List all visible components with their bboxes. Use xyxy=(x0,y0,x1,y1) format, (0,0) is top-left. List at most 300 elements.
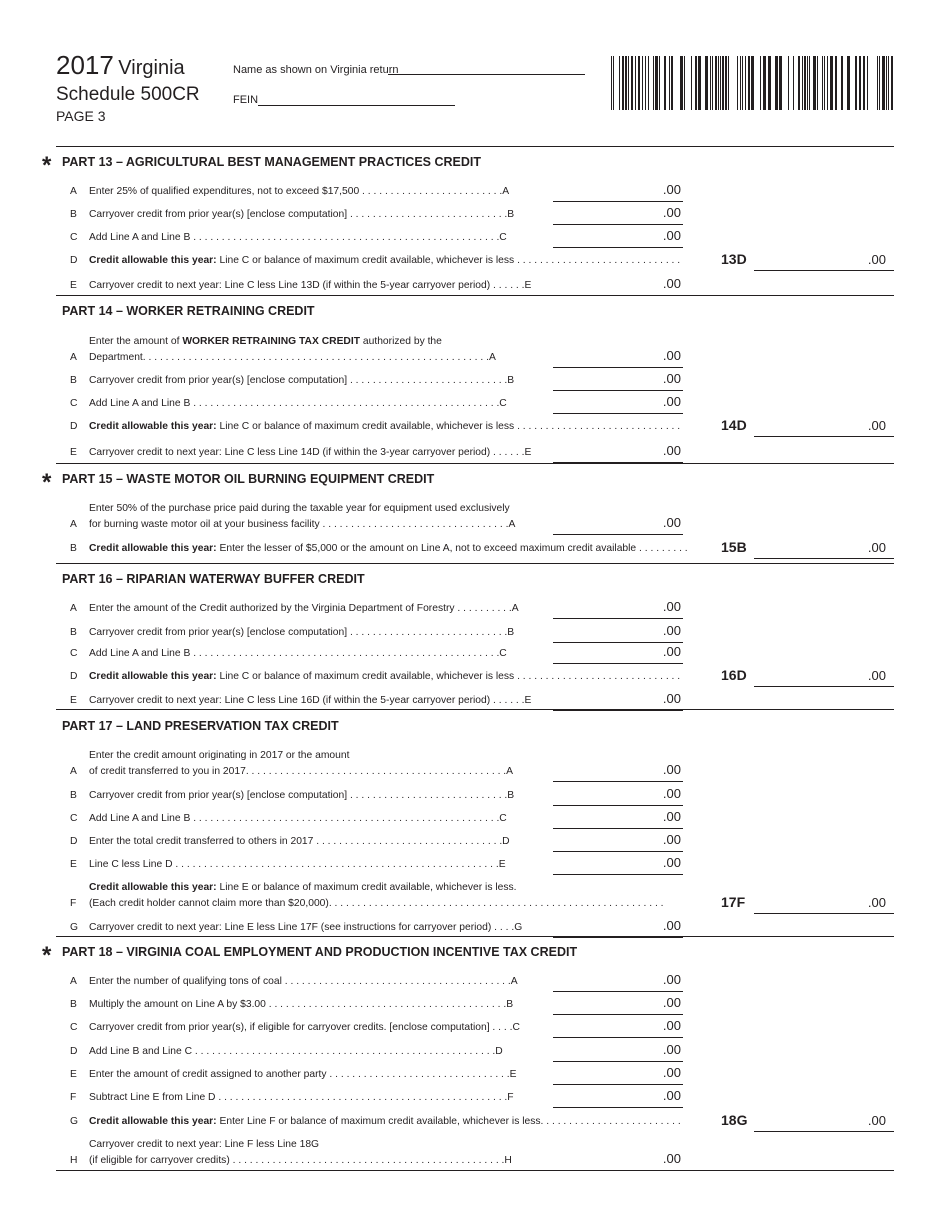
amount-cents: .00 xyxy=(662,1042,681,1057)
line-text: Line E or balance of maximum credit available, whichever is less. xyxy=(216,882,517,893)
barcode-bar xyxy=(645,56,646,110)
amount-field[interactable] xyxy=(553,228,683,248)
line-letter: E xyxy=(70,447,77,458)
amount-cents: .00 xyxy=(867,1113,886,1128)
barcode-bar xyxy=(809,56,810,110)
barcode-bar xyxy=(622,56,624,110)
barcode-bar xyxy=(720,56,721,110)
line-text-first xyxy=(89,750,349,761)
form-line xyxy=(0,394,950,415)
line-letter: A xyxy=(70,976,77,987)
line-text: Carryover credit to next year: Line C less Line 16D (if within the 5-year carryover period) . . . . . .E xyxy=(89,695,532,706)
line-description xyxy=(89,1022,549,1033)
page-number: PAGE 3 xyxy=(56,108,106,124)
barcode-bar xyxy=(798,56,800,110)
line-letter: D xyxy=(70,671,78,682)
line-text: Carryover credit from prior year(s) [enclose computation] . . . . . . . . . . . . . . . . . . . . . . . . . . . .B xyxy=(89,209,515,220)
form-line xyxy=(0,882,950,915)
line-text: Carryover credit to next year: Line F less Line 18G xyxy=(89,1139,320,1150)
amount-field[interactable] xyxy=(553,599,683,619)
line-text: Enter the amount of the Credit authorized by the Virginia Department of Forestry . . . . . . . . . .A xyxy=(89,603,519,614)
amount-cents: .00 xyxy=(662,276,681,291)
barcode-bar xyxy=(691,56,692,110)
line-description xyxy=(89,976,549,987)
line-description xyxy=(89,398,549,409)
amount-field[interactable] xyxy=(553,762,683,782)
barcode-bar xyxy=(807,56,808,110)
amount-cents: .00 xyxy=(662,348,681,363)
line-bold-text: Credit allowable this year: xyxy=(89,882,217,893)
line-letter: B xyxy=(70,543,77,554)
amount-cents: .00 xyxy=(662,972,681,987)
barcode-bar xyxy=(684,56,685,110)
form-line xyxy=(0,417,950,438)
amount-field[interactable] xyxy=(553,394,683,414)
section-divider xyxy=(56,1170,894,1171)
line-letter: H xyxy=(70,1155,78,1166)
amount-cents: .00 xyxy=(662,443,681,458)
amount-cents: .00 xyxy=(662,1018,681,1033)
barcode-bar xyxy=(635,56,636,110)
form-line xyxy=(0,599,950,620)
line-description xyxy=(89,1046,549,1057)
line-description xyxy=(89,232,549,243)
barcode-bar xyxy=(613,56,614,110)
form-line xyxy=(0,832,950,853)
line-text: Line C less Line D . . . . . . . . . . . . . . . . . . . . . . . . . . . . . . . . . . . . . . . . . . . . . . . . . . . . . . . . .E xyxy=(89,859,506,870)
barcode-bar xyxy=(793,56,794,110)
amount-field[interactable] xyxy=(754,540,894,559)
line-text: Add Line A and Line B . . . . . . . . . . . . . . . . . . . . . . . . . . . . . . . . . . . . . . . . . . . . . . . . . . . . . .C xyxy=(89,398,507,409)
line-letter: G xyxy=(70,1116,79,1127)
line-bold-text: Credit allowable this year: xyxy=(89,671,217,682)
barcode-bar xyxy=(628,56,629,110)
barcode-bar xyxy=(867,56,868,110)
line-letter: C xyxy=(70,232,78,243)
form-line xyxy=(0,371,950,392)
barcode-bar xyxy=(888,56,889,110)
amount-cents: .00 xyxy=(662,644,681,659)
form-line xyxy=(0,1088,950,1109)
amount-cents: .00 xyxy=(662,623,681,638)
barcode-bar xyxy=(779,56,782,110)
line-letter: A xyxy=(70,766,77,777)
form-year: 2017 xyxy=(56,50,114,80)
amount-cents: .00 xyxy=(867,895,886,910)
amount-field[interactable] xyxy=(553,1151,683,1171)
amount-field[interactable] xyxy=(553,1065,683,1085)
line-description xyxy=(89,603,549,614)
line-description xyxy=(89,671,719,682)
amount-cents: .00 xyxy=(662,832,681,847)
line-letter: D xyxy=(70,421,78,432)
barcode-bar xyxy=(859,56,861,110)
barcode-bar xyxy=(737,56,738,110)
amount-field[interactable] xyxy=(553,443,683,463)
line-description xyxy=(89,280,549,291)
barcode-bar xyxy=(671,56,673,110)
barcode-bar xyxy=(847,56,850,110)
line-text: Add Line A and Line B . . . . . . . . . . . . . . . . . . . . . . . . . . . . . . . . . . . . . . . . . . . . . . . . . . . . . .C xyxy=(89,232,507,243)
amount-cents: .00 xyxy=(867,418,886,433)
amount-cents: .00 xyxy=(662,1151,681,1166)
line-text: authorized by the xyxy=(360,336,442,347)
barcode-bar xyxy=(745,56,746,110)
line-letter: B xyxy=(70,999,77,1010)
line-description xyxy=(89,1116,719,1127)
line-text: Carryover credit from prior year(s) [enclose computation] . . . . . . . . . . . . . . . . . . . . . . . . . . . .B xyxy=(89,627,515,638)
line-text: Enter the total credit transferred to others in 2017 . . . . . . . . . . . . . . . . . . . . . . . . . . . . . . . . .D xyxy=(89,836,510,847)
line-code: 14D xyxy=(721,417,747,433)
schedule-title: Schedule 500CR xyxy=(56,84,200,105)
barcode-bar xyxy=(680,56,683,110)
line-description xyxy=(89,1069,549,1080)
amount-field[interactable] xyxy=(754,668,894,687)
form-line xyxy=(0,228,950,249)
barcode-bar xyxy=(712,56,713,110)
amount-field[interactable] xyxy=(553,832,683,852)
barcode-bar xyxy=(728,56,729,110)
amount-field[interactable] xyxy=(553,644,683,664)
amount-field[interactable] xyxy=(553,276,683,296)
form-line xyxy=(0,995,950,1016)
form-line xyxy=(0,786,950,807)
amount-cents: .00 xyxy=(662,918,681,933)
required-star-icon: * xyxy=(42,152,52,179)
amount-field[interactable] xyxy=(553,623,683,643)
line-code: 17F xyxy=(721,894,746,910)
barcode-bar xyxy=(886,56,887,110)
barcode-bar xyxy=(715,56,717,110)
line-text-first xyxy=(89,882,517,893)
line-letter: D xyxy=(70,1046,78,1057)
line-bold-text: Credit allowable this year: xyxy=(89,421,217,432)
barcode-bar xyxy=(827,56,828,110)
barcode-bar xyxy=(748,56,750,110)
amount-cents: .00 xyxy=(662,786,681,801)
barcode-bar xyxy=(638,56,640,110)
amount-field[interactable] xyxy=(754,895,894,914)
part-title: PART 14 – WORKER RETRAINING CREDIT xyxy=(62,304,315,318)
line-text: Enter the credit amount originating in 2017 or the amount xyxy=(89,750,350,761)
amount-cents: .00 xyxy=(662,855,681,870)
line-letter: C xyxy=(70,813,78,824)
form-line xyxy=(0,972,950,993)
line-text: Add Line B and Line C . . . . . . . . . . . . . . . . . . . . . . . . . . . . . . . . . . . . . . . . . . . . . . . . . . . . .D xyxy=(89,1046,503,1057)
barcode-bar xyxy=(879,56,880,110)
line-letter: B xyxy=(70,627,77,638)
line-code: 16D xyxy=(721,667,747,683)
amount-field[interactable] xyxy=(553,1042,683,1062)
line-letter: E xyxy=(70,695,77,706)
form-header xyxy=(56,50,185,81)
barcode-bar xyxy=(648,56,649,110)
form-line xyxy=(0,855,950,876)
line-code: 15B xyxy=(721,539,747,555)
barcode-bar xyxy=(835,56,837,110)
barcode-bar xyxy=(619,56,620,110)
line-code: 18G xyxy=(721,1112,748,1128)
barcode-bar xyxy=(664,56,666,110)
line-letter: B xyxy=(70,790,77,801)
amount-field[interactable] xyxy=(553,809,683,829)
line-description xyxy=(89,859,549,870)
barcode-bar xyxy=(725,56,727,110)
amount-field[interactable] xyxy=(754,252,894,271)
line-text: Carryover credit to next year: Line C less Line 14D (if within the 3-year carryover period) . . . . . .E xyxy=(89,447,532,458)
barcode-bar xyxy=(642,56,643,110)
line-description xyxy=(89,255,719,266)
line-text: Enter the lesser of $5,000 or the amount on Line A, not to exceed maximum credit available . . . . . . . . . xyxy=(216,543,688,554)
amount-field[interactable] xyxy=(553,1018,683,1038)
line-description xyxy=(89,813,549,824)
barcode-bar xyxy=(804,56,806,110)
line-text: Line C or balance of maximum credit available, whichever is less . . . . . . . . . . . . . . . . . . . . . . . . . . . . . xyxy=(216,421,681,432)
part-title: PART 16 – RIPARIAN WATERWAY BUFFER CREDIT xyxy=(62,572,365,586)
amount-cents: .00 xyxy=(662,599,681,614)
amount-cents: .00 xyxy=(867,252,886,267)
line-letter: C xyxy=(70,1022,78,1033)
line-description xyxy=(89,648,549,659)
form-line xyxy=(0,623,950,644)
form-line xyxy=(0,1065,950,1086)
header-divider xyxy=(56,146,894,147)
form-line xyxy=(0,336,950,369)
form-line xyxy=(0,443,950,464)
amount-field[interactable] xyxy=(553,855,683,875)
form-line xyxy=(0,750,950,783)
line-description xyxy=(89,209,549,220)
line-bold-text: Credit allowable this year: xyxy=(89,255,217,266)
barcode-bar xyxy=(802,56,803,110)
amount-cents: .00 xyxy=(662,809,681,824)
line-letter: B xyxy=(70,209,77,220)
amount-cents: .00 xyxy=(662,1088,681,1103)
line-text: Line C or balance of maximum credit available, whichever is less . . . . . . . . . . . . . . . . . . . . . . . . . . . . . xyxy=(216,671,681,682)
barcode-bar xyxy=(742,56,743,110)
amount-cents: .00 xyxy=(867,668,886,683)
amount-field[interactable] xyxy=(553,995,683,1015)
line-text-second: for burning waste motor oil at your business facility . . . . . . . . . . . . . . . . . . . . . . . . . . . . . . . . .A xyxy=(89,519,516,530)
barcode-bar xyxy=(855,56,857,110)
line-bold-text: Credit allowable this year: xyxy=(89,543,217,554)
line-text: Enter 25% of qualified expenditures, not to exceed $17,500 . . . . . . . . . . . . . . . . . . . . . . . . .A xyxy=(89,186,510,197)
line-text-pre: Enter the amount of xyxy=(89,336,183,347)
line-letter: F xyxy=(70,1092,77,1103)
barcode-bar xyxy=(788,56,789,110)
form-line xyxy=(0,539,950,560)
form-line xyxy=(0,667,950,688)
line-letter: D xyxy=(70,836,78,847)
amount-field[interactable] xyxy=(553,348,683,368)
form-line xyxy=(0,1112,950,1133)
barcode-bar xyxy=(822,56,823,110)
section-divider xyxy=(56,936,894,937)
barcode-bar xyxy=(877,56,878,110)
line-letter: E xyxy=(70,1069,77,1080)
line-description xyxy=(89,627,549,638)
line-text-first xyxy=(89,336,442,347)
form-line xyxy=(0,809,950,830)
amount-cents: .00 xyxy=(662,182,681,197)
barcode-bar xyxy=(695,56,697,110)
line-description xyxy=(89,999,549,1010)
barcode-bar xyxy=(817,56,818,110)
barcode-bar xyxy=(751,56,754,110)
section-divider xyxy=(56,563,894,564)
name-field[interactable] xyxy=(388,74,585,75)
line-description xyxy=(89,790,549,801)
required-star-icon: * xyxy=(42,942,52,969)
line-text-second: Department. . . . . . . . . . . . . . . . . . . . . . . . . . . . . . . . . . . . . . . . . . . . . . . . . . . . . . . . . . . . .A xyxy=(89,352,496,363)
line-bold-text: Credit allowable this year: xyxy=(89,1116,217,1127)
line-letter: A xyxy=(70,186,77,197)
barcode-bar xyxy=(841,56,843,110)
barcode-bar xyxy=(763,56,766,110)
barcode-bar xyxy=(768,56,771,110)
line-description xyxy=(89,1092,549,1103)
form-line xyxy=(0,503,950,536)
form-line xyxy=(0,251,950,272)
fein-field[interactable] xyxy=(258,105,455,106)
barcode-bar xyxy=(669,56,670,110)
line-description xyxy=(89,375,549,386)
amount-cents: .00 xyxy=(662,228,681,243)
line-description xyxy=(89,922,549,933)
line-text: Carryover credit from prior year(s) [enclose computation] . . . . . . . . . . . . . . . . . . . . . . . . . . . .B xyxy=(89,790,515,801)
barcode-bar xyxy=(891,56,893,110)
line-text-second: (if eligible for carryover credits) . . . . . . . . . . . . . . . . . . . . . . . . . . . . . . . . . . . . . . . . . . . . . . . .H xyxy=(89,1155,512,1166)
line-letter: A xyxy=(70,603,77,614)
amount-cents: .00 xyxy=(662,515,681,530)
line-text: Subtract Line E from Line D . . . . . . . . . . . . . . . . . . . . . . . . . . . . . . . . . . . . . . . . . . . . . . . . . . .F xyxy=(89,1092,514,1103)
barcode-bar xyxy=(631,56,633,110)
barcode-bar xyxy=(760,56,761,110)
form-line xyxy=(0,1018,950,1039)
line-description xyxy=(89,543,719,554)
barcode-bar xyxy=(722,56,724,110)
line-letter: E xyxy=(70,280,77,291)
form-line xyxy=(0,644,950,665)
barcode-bar xyxy=(698,56,701,110)
line-letter: F xyxy=(70,898,77,909)
line-letter: A xyxy=(70,352,77,363)
amount-field[interactable] xyxy=(553,182,683,202)
line-text: Add Line A and Line B . . . . . . . . . . . . . . . . . . . . . . . . . . . . . . . . . . . . . . . . . . . . . . . . . . . . . .C xyxy=(89,813,507,824)
line-text: Carryover credit to next year: Line E less Line 17F (see instructions for carryover period) . . . .G xyxy=(89,922,523,933)
line-text: Enter Line F or balance of maximum credit available, whichever is less. . . . . . . . . . . . . . . . . . . . . . . . . xyxy=(216,1116,681,1127)
amount-cents: .00 xyxy=(662,1065,681,1080)
line-code: 13D xyxy=(721,251,747,267)
line-text-second: of credit transferred to you in 2017. . . . . . . . . . . . . . . . . . . . . . . . . . . . . . . . . . . . . . . . . . . . . .A xyxy=(89,766,514,777)
form-line xyxy=(0,205,950,226)
line-letter: E xyxy=(70,859,77,870)
amount-field[interactable] xyxy=(754,1113,894,1132)
line-letter: C xyxy=(70,398,78,409)
line-letter: B xyxy=(70,375,77,386)
form-state: Virginia xyxy=(118,57,185,79)
form-line xyxy=(0,1042,950,1063)
line-text-second: (Each credit holder cannot claim more than $20,000). . . . . . . . . . . . . . . . . . . . . . . . . . . . . . . . . . . . . . . . . . . . . . . . . . . . . . . . . . . xyxy=(89,898,664,909)
part-title: PART 13 – AGRICULTURAL BEST MANAGEMENT PRACTICES CREDIT xyxy=(62,155,482,169)
line-text: Enter the amount of credit assigned to another party . . . . . . . . . . . . . . . . . . . . . . . . . . . . . . . .E xyxy=(89,1069,517,1080)
line-text: Enter the number of qualifying tons of coal . . . . . . . . . . . . . . . . . . . . . . . . . . . . . . . . . . . . . . . .A xyxy=(89,976,518,987)
name-label: Name as shown on Virginia return xyxy=(233,64,399,76)
barcode-bar xyxy=(710,56,711,110)
barcode-bar xyxy=(611,56,612,110)
barcode-bar xyxy=(655,56,658,110)
barcode-bar xyxy=(830,56,833,110)
barcode-bar xyxy=(705,56,708,110)
required-star-icon: * xyxy=(42,469,52,496)
line-letter: D xyxy=(70,255,78,266)
line-text: Carryover credit from prior year(s), if eligible for carryover credits. [enclose computation] . . . .C xyxy=(89,1022,520,1033)
line-text: Add Line A and Line B . . . . . . . . . . . . . . . . . . . . . . . . . . . . . . . . . . . . . . . . . . . . . . . . . . . . . .C xyxy=(89,648,507,659)
amount-cents: .00 xyxy=(867,540,886,555)
amount-cents: .00 xyxy=(662,691,681,706)
barcode-bar xyxy=(775,56,778,110)
line-description xyxy=(89,421,719,432)
amount-field[interactable] xyxy=(754,418,894,437)
barcode-image xyxy=(611,56,893,110)
amount-field[interactable] xyxy=(553,515,683,535)
barcode-bar xyxy=(740,56,741,110)
line-text: Carryover credit to next year: Line C less Line 13D (if within the 5-year carryover period) . . . . . .E xyxy=(89,280,532,291)
line-description xyxy=(89,836,549,847)
line-text: Carryover credit from prior year(s) [enclose computation] . . . . . . . . . . . . . . . . . . . . . . . . . . . .B xyxy=(89,375,515,386)
line-description xyxy=(89,186,549,197)
section-divider xyxy=(56,463,894,464)
line-letter: A xyxy=(70,519,77,530)
barcode-bar xyxy=(659,56,660,110)
barcode-bar xyxy=(824,56,825,110)
amount-field[interactable] xyxy=(553,1088,683,1108)
barcode-bar xyxy=(625,56,627,110)
line-text-first xyxy=(89,1139,319,1150)
amount-cents: .00 xyxy=(662,205,681,220)
line-bold-text: WORKER RETRAINING TAX CREDIT xyxy=(182,336,361,347)
line-letter: G xyxy=(70,922,79,933)
line-description xyxy=(89,695,549,706)
amount-cents: .00 xyxy=(662,995,681,1010)
barcode-bar xyxy=(718,56,719,110)
barcode-bar xyxy=(653,56,654,110)
section-divider xyxy=(56,709,894,710)
barcode-bar xyxy=(813,56,816,110)
line-text-first xyxy=(89,503,510,514)
barcode-bar xyxy=(882,56,885,110)
amount-field[interactable] xyxy=(553,371,683,391)
part-title: PART 15 – WASTE MOTOR OIL BURNING EQUIPMENT CREDIT xyxy=(62,472,435,486)
amount-field[interactable] xyxy=(553,205,683,225)
line-text: Multiply the amount on Line A by $3.00 . . . . . . . . . . . . . . . . . . . . . . . . . . . . . . . . . . . . . . . . . .B xyxy=(89,999,514,1010)
amount-field[interactable] xyxy=(553,972,683,992)
section-divider xyxy=(56,295,894,296)
fein-label: FEIN xyxy=(233,94,259,106)
line-description xyxy=(89,447,549,458)
line-text: Enter 50% of the purchase price paid during the taxable year for equipment used exclusively xyxy=(89,503,510,514)
part-title: PART 18 – VIRGINIA COAL EMPLOYMENT AND PRODUCTION INCENTIVE TAX CREDIT xyxy=(62,945,578,959)
line-letter: C xyxy=(70,648,78,659)
line-text: Line C or balance of maximum credit available, whichever is less . . . . . . . . . . . . . . . . . . . . . . . . . . . . . xyxy=(216,255,681,266)
amount-field[interactable] xyxy=(553,786,683,806)
amount-cents: .00 xyxy=(662,762,681,777)
part-title: PART 17 – LAND PRESERVATION TAX CREDIT xyxy=(62,719,339,733)
barcode-bar xyxy=(863,56,865,110)
amount-cents: .00 xyxy=(662,371,681,386)
form-line xyxy=(0,182,950,203)
amount-cents: .00 xyxy=(662,394,681,409)
